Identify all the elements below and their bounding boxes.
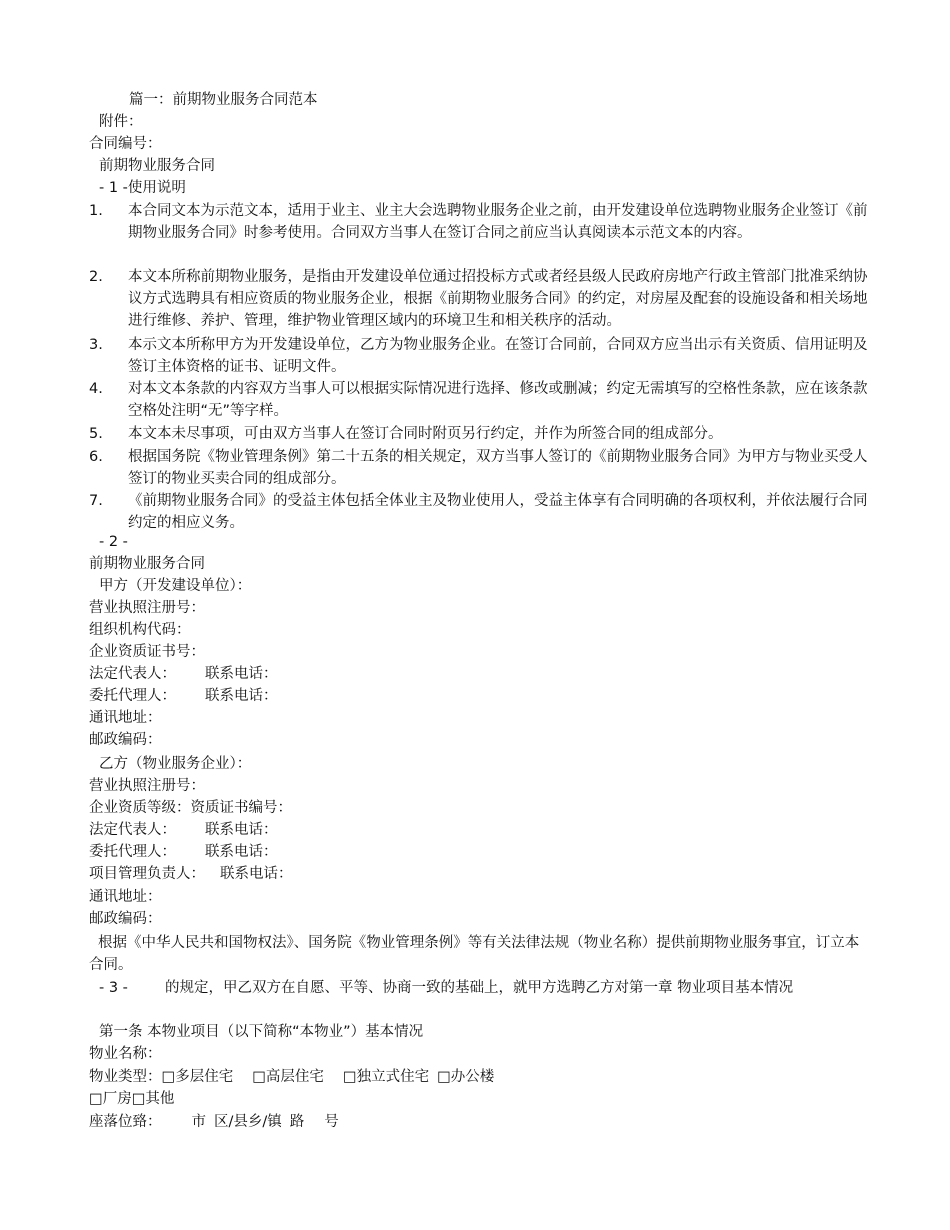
usage-item: 本合同文本为示范文本，适用于业主、业主大会选聘物业服务企业之前，由开发建设单位选聘物业服务企业签订《前期物业服务合同》时参考使用。合同双方当事人在签订合同之前应当认真阅读本示范文本的内容。 bbox=[128, 203, 868, 241]
chapter-one-intro: 的规定，甲乙双方在自愿、平等、协商一致的基础上，就甲方选聘乙方对第一章 物业项目基本情况 bbox=[165, 980, 794, 996]
property-type-row-2 bbox=[89, 1088, 174, 1110]
party-b-title: 乙方（物业服务企业）： bbox=[99, 756, 252, 772]
party-a-qualification: 企业资质证书号： bbox=[89, 644, 205, 660]
contract-number-label: 合同编号： bbox=[89, 136, 162, 152]
item-number: 4. bbox=[89, 381, 103, 397]
party-b-grade-row: 企业资质等级：资质证书编号： bbox=[89, 800, 292, 816]
party-b-legal-rep-row: 法定代表人： 联系电话： bbox=[89, 822, 278, 838]
property-type-option[interactable]: □多层住宅 bbox=[161, 1069, 234, 1085]
location-row: 座落位臵： 市 区/县乡/镇 路 号 bbox=[89, 1114, 339, 1130]
item-number: 7. bbox=[89, 493, 103, 509]
party-a-org-code: 组织机构代码： bbox=[89, 622, 191, 638]
usage-item: 《前期物业服务合同》的受益主体包括全体业主及物业使用人，受益主体享有合同明确的各项权利，并依法履行合同约定的相应义务。 bbox=[128, 493, 868, 531]
page-marker-1: - 1 -使用说明 bbox=[99, 180, 186, 196]
party-a-postcode: 邮政编码： bbox=[89, 732, 162, 748]
property-type-option[interactable]: □独立式住宅 bbox=[342, 1069, 430, 1085]
contract-heading-2: 前期物业服务合同 bbox=[89, 556, 205, 572]
page-marker-2: - 2 - bbox=[99, 534, 128, 550]
item-number: 5. bbox=[89, 426, 103, 442]
property-type-option[interactable]: □办公楼 bbox=[437, 1069, 495, 1085]
party-b-manager-row: 项目管理负责人： 联系电话： bbox=[89, 866, 293, 882]
party-a-agent-row: 委托代理人： 联系电话： bbox=[89, 688, 278, 704]
contract-heading: 前期物业服务合同 bbox=[99, 158, 215, 174]
property-type-row: 物业类型：□多层住宅 □高层住宅 □独立式住宅 □办公楼 bbox=[89, 1069, 495, 1085]
item-number: 6. bbox=[89, 449, 103, 465]
item-number: 2. bbox=[89, 269, 103, 285]
party-b-postcode: 邮政编码： bbox=[89, 911, 162, 927]
article-one: 第一条 本物业项目（以下简称“本物业”）基本情况 bbox=[99, 1024, 424, 1040]
party-b-license: 营业执照注册号： bbox=[89, 778, 205, 794]
usage-item: 本文本所称前期物业服务，是指由开发建设单位通过招投标方式或者经县级人民政府房地产行政主管部门批准采纳协议方式选聘具有相应资质的物业服务企业，根据《前期物业服务合同》的约定，对房屋及配套的设施设备和相关场地进行维修、养护、管理，维护物业管理区域内的环境卫生和相关秩序的活动。 bbox=[128, 269, 868, 329]
item-number: 1. bbox=[89, 203, 103, 219]
party-a-address: 通讯地址： bbox=[89, 710, 162, 726]
party-a-title: 甲方（开发建设单位）： bbox=[99, 578, 252, 594]
item-number: 3. bbox=[89, 337, 103, 353]
property-name-label: 物业名称： bbox=[89, 1046, 162, 1062]
party-a-license: 营业执照注册号： bbox=[89, 600, 205, 616]
attachment-label: 附件： bbox=[99, 114, 143, 130]
property-type-option[interactable]: □其他 bbox=[131, 1091, 175, 1107]
party-b-agent-row: 委托代理人： 联系电话： bbox=[89, 844, 278, 860]
property-type-option[interactable]: □高层住宅 bbox=[252, 1069, 324, 1085]
usage-item: 本文本未尽事项，可由双方当事人在签订合同时附页另行约定，并作为所签合同的组成部分。 bbox=[128, 426, 723, 442]
usage-heading: 使用说明 bbox=[127, 180, 186, 196]
usage-item: 根据国务院《物业管理条例》第二十五条的相关规定，双方当事人签订的《前期物业服务合同》为甲方与物业买受人签订的物业买卖合同的组成部分。 bbox=[128, 449, 868, 487]
party-b-address: 通讯地址： bbox=[89, 889, 162, 905]
property-type-option[interactable]: □厂房 bbox=[89, 1091, 132, 1107]
intro-paragraph: 根据《中华人民共和国物权法》、国务院《物业管理条例》等有关法律法规（物业名称）提供前期物业服务事宜，订立本合同。 bbox=[89, 935, 860, 973]
document-title: 篇一：前期物业服务合同范本 bbox=[129, 92, 318, 108]
usage-item: 对本文本条款的内容双方当事人可以根据实际情况进行选择、修改或删减；约定无需填写的空格性条款，应在该条款空格处注明“无”等字样。 bbox=[128, 381, 868, 419]
usage-item: 本示文本所称甲方为开发建设单位，乙方为物业服务企业。在签订合同前，合同双方应当出示有关资质、信用证明及签订主体资格的证书、证明文件。 bbox=[128, 337, 868, 375]
page-marker-3: - 3 - bbox=[99, 980, 128, 996]
party-a-legal-rep-row: 法定代表人： 联系电话： bbox=[89, 666, 278, 682]
